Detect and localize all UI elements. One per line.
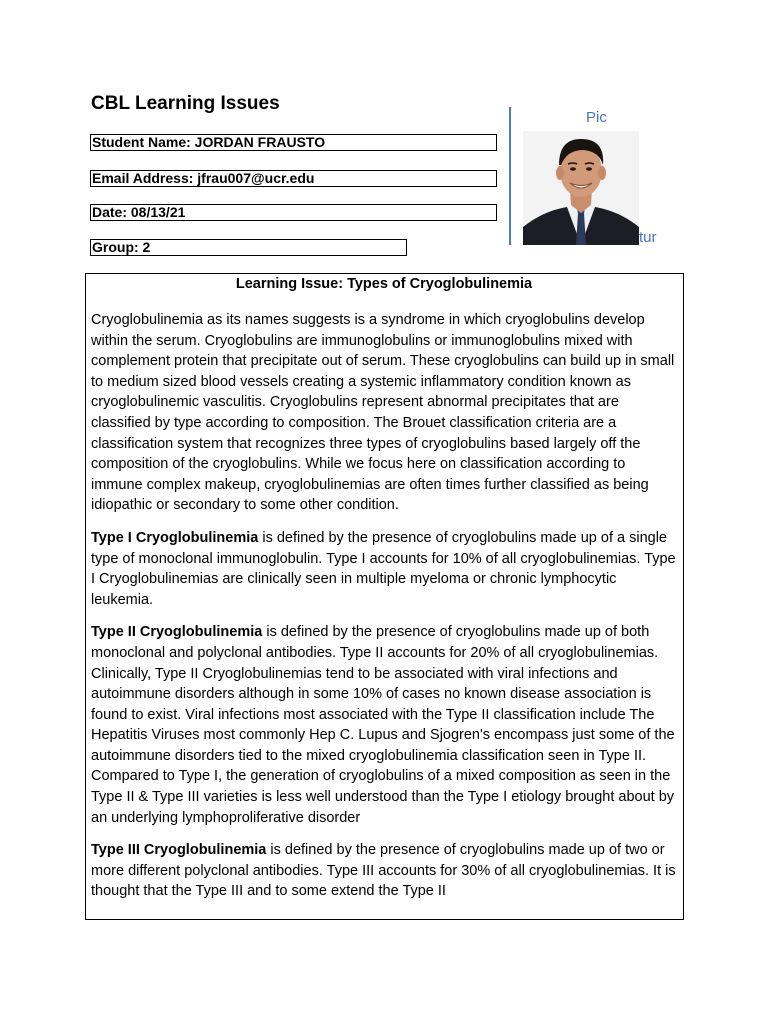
type2-text: is defined by the presence of cryoglobulins made up of both monoclonal and polyclonal antibodies. Type II accounts for 20% of all cryoglobulinemias. Clinically, Type II Cryoglobulinemias tend to be associated with viral infections and autoimmune disorders although in some 10% of cases no known disease association is found to exist. Viral infections most associated with the Type II classification include The Hepatitis Viruses most commonly Hep C. Lupus and Sjogren's encompass just some of the autoimmune disorders tied to the mixed cryoglobulinemia classification seen in Type II. Compared to Type I, the generation of cryoglobulins of a mixed composition as seen in the Type II & Type III varieties is less well understood than the Type I etiology brought about by an underlying lymphoproliferative disorder: [91, 624, 675, 826]
date-text: Date: 08/13/21: [92, 204, 186, 220]
type2-title: Type II Cryoglobulinemia: [91, 624, 263, 641]
picture-label-bottom: tur: [639, 229, 657, 246]
picture-divider: [509, 107, 511, 245]
date-field: [90, 204, 497, 221]
type3-text: is defined by the presence of cryoglobulins made up of two or more different polyclonal antibodies. Type III accounts for 30% of all cryoglobulinemias. It is thought that the Type III and to some extend the Type II: [91, 842, 676, 900]
email-field: [90, 170, 497, 187]
student-name-field: [90, 134, 497, 151]
group-field: [90, 239, 407, 256]
student-name-text: Student Name: JORDAN FRAUSTO: [92, 134, 326, 150]
picture-label-top: Pic: [586, 109, 607, 126]
type1-title: Type I Cryoglobulinemia: [91, 529, 259, 546]
email-label: Email Address:: [92, 170, 198, 186]
group-text: Group: 2: [92, 239, 151, 255]
type1-paragraph: [91, 528, 677, 610]
learning-issue-heading: Learning Issue: Types of Cryoglobulinemia: [235, 276, 533, 292]
type3-title: Type III Cryoglobulinemia: [91, 842, 267, 859]
person-photo-icon: [523, 131, 639, 245]
type1-text: is defined by the presence of cryoglobulins made up of a single type of monoclonal immunoglobulin. Type I accounts for 10% of all cryoglobulinemias. Type I Cryoglobulinemias are clinically seen in multiple myeloma or chronic lymphocytic leukemia.: [91, 529, 676, 608]
type3-paragraph: [91, 840, 677, 902]
intro-paragraph: Cryoglobulinemia as its names suggests is a syndrome in which cryoglobulins develop within the serum. Cryoglobulins are immunoglobulins or immunoglobulins mixed with complement protein that precipitate out of serum. These cryoglobulins can build up in small to medium sized blood vessels creating a systemic inflammatory condition known as cryoglobulinemic vasculitis. Cryoglobulins represent abnormal precipitates that are classified by type according to composition. The Brouet classification criteria are a classification system that recognizes three types of cryoglobulins based largely off the composition of the cryoglobulins. While we focus here on classification according to immune complex makeup, cryoglobulinemias are often times further classified as being idiopathic or secondary to some other condition.: [91, 312, 675, 514]
email-value: jfrau007@ucr.edu: [197, 170, 315, 186]
student-photo: [523, 131, 639, 245]
learning-issue-box: [85, 273, 684, 920]
page-title: CBL Learning Issues: [91, 93, 280, 114]
type2-paragraph: [91, 622, 677, 828]
